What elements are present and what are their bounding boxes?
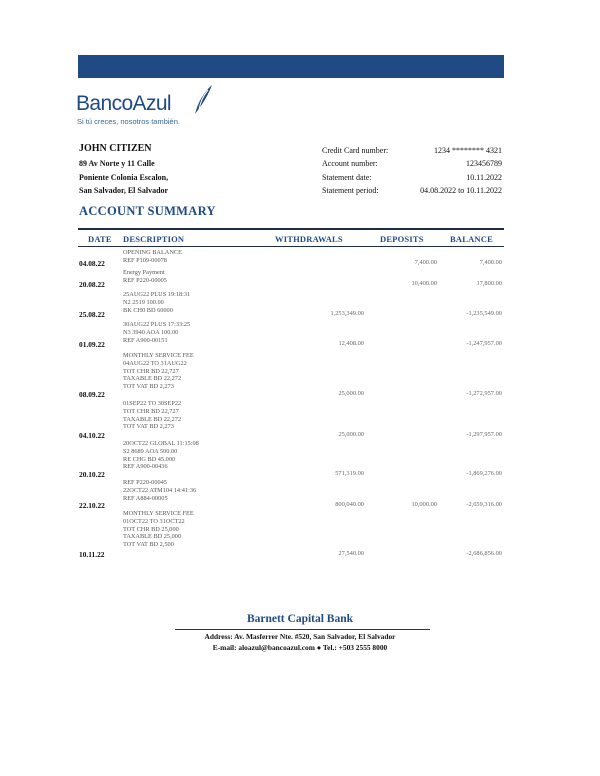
row-date: 20.10.22 [79,470,105,479]
table-rule-bottom [78,246,504,247]
row-deposit: 10,000.00 [411,501,437,508]
desc-line: BK CH0 BD 60000 [123,306,173,314]
footer-contact: E-mail: aloazul@bancoazul.com ● Tel.: +503 2555 8000 [212,643,388,652]
row-balance: -1,272,957.00 [466,390,502,397]
desc-line: REF P109-00078 [123,256,167,264]
row-withdrawal: 571,319.00 [335,470,364,477]
row-deposit: 7,400.00 [414,259,437,266]
row-description [123,510,194,549]
desc-line: 04AUG22 TO 31AUG22 [123,359,187,367]
desc-line: TAXABLE BD 22,272 [123,415,182,423]
desc-line: TOT CHR BD 22,727 [123,367,179,375]
row-description [123,321,190,344]
leaf-icon [192,84,214,116]
info-row-account [322,157,502,170]
row-description [123,249,182,265]
info-value: 10.11.2022 [466,172,502,182]
desc-line: MONTHLY SERVICE FEE [123,352,194,359]
header-bar [78,55,504,78]
customer-address-line: 89 Av Norte y 11 Calle [79,159,155,168]
row-deposit: 10,400.00 [411,280,437,287]
col-header-date: DATE [88,234,112,244]
row-withdrawal: 25,000.00 [338,390,364,397]
desc-line: S2 8689 AOA 500.00 [123,447,178,455]
col-header-deposits: DEPOSITS [380,234,424,244]
row-description [123,400,181,431]
row-balance: 17,800.00 [476,280,502,287]
row-withdrawal: 12,408.00 [338,340,364,347]
row-description [123,291,190,314]
row-balance: -1,869,276.00 [466,470,502,477]
customer-block [79,143,168,198]
row-date: 10.11.22 [79,550,105,559]
desc-line: 20OCT22 GLOBAL 11:15:08 [123,440,199,447]
row-balance: -2,686,856.00 [466,550,502,557]
desc-line: OPENING BALANCE [123,249,182,256]
row-balance: -1,297,957.00 [466,431,502,438]
desc-line: TOT VAT BD 2,273 [123,383,174,391]
row-withdrawal: 25,000.00 [338,431,364,438]
desc-line: TOT CHR BD 22,727 [123,407,179,415]
info-value: 04.08.2022 to 10.11.2022 [420,185,502,195]
desc-line: 30AUG22 PLUS 17:33:25 [123,321,191,328]
customer-address-line: Poniente Colonia Escalon, [79,172,169,182]
desc-line: TOT VAT BD 2,273 [123,423,174,431]
logo-tagline: Si tú creces, nosotros también. [77,117,180,126]
customer-address-line: San Salvador, El Salvador [79,186,169,195]
row-date: 01.09.22 [79,340,105,349]
desc-line: TOT VAT BD 2,500 [123,541,174,549]
desc-line: 01SEP22 TO 30SEP22 [123,400,182,407]
desc-line: REF P220-00005 [123,276,167,284]
desc-line: 25AUG22 PLUS 19:18:31 [123,291,191,298]
logo-wordmark: BancoAzul [76,92,171,115]
footer-bank-name: Barnett Capital Bank [246,613,354,625]
row-description [123,269,167,285]
row-balance: 7,400.00 [479,259,502,266]
desc-line: MONTHLY SERVICE FEE [123,510,194,517]
row-description [123,352,194,391]
row-description [123,440,199,471]
row-date: 04.08.22 [79,259,105,268]
footer-address: Address: Av. Masferrer Nte. #520, San Salvador, El Salvador [204,632,396,641]
desc-line: RE CHG BD 45.000 [123,455,176,463]
row-balance: -2,659,316.00 [466,501,502,508]
desc-line: Energy Payment [123,269,165,276]
row-withdrawal: 1,253,349.00 [330,310,364,317]
footer-divider [175,629,430,630]
col-header-withdrawals: WITHDRAWALS [275,234,343,244]
info-label: Credit Card number: [322,146,389,155]
row-date: 20.08.22 [79,280,105,289]
info-row-date [322,171,502,184]
info-value: 123456789 [466,159,502,169]
table-rule-top [78,228,504,230]
info-row-card [322,144,502,157]
info-label: Statement period: [322,185,379,195]
row-withdrawal: 800,040.00 [335,501,364,508]
info-label: Account number: [322,159,378,169]
statement-info [322,144,502,197]
customer-name: JOHN CITIZEN [79,143,152,154]
bank-logo [76,84,236,130]
desc-line: TAXABLE BD 25,000 [123,533,182,541]
section-title: ACCOUNT SUMMARY [79,204,216,218]
row-date: 22.10.22 [79,501,105,510]
desc-line: REF A900-00436 [123,463,168,471]
row-withdrawal: 27,540.00 [338,550,364,557]
row-balance: -1,247,957.00 [466,340,502,347]
row-description [123,479,196,502]
row-date: 04.10.22 [79,431,105,440]
desc-line: N3 3940 AOA 100.00 [123,328,179,336]
desc-line: TOT CHR BD 25,000 [123,525,179,533]
desc-line: TAXABLE BD 22,272 [123,375,182,383]
desc-line: 22OCT22 ATM104 14:41:36 [123,486,197,494]
row-date: 25.08.22 [79,310,105,319]
info-label: Statement date: [322,172,372,182]
desc-line: N2 2519 100.00 [123,298,164,306]
info-value: 1234 ******** 4321 [434,146,502,155]
desc-line: REF A900-00151 [123,336,168,344]
row-date: 08.09.22 [79,390,105,399]
desc-line: 01OCT22 TO 31OCT22 [123,517,185,525]
info-row-period [322,184,502,197]
col-header-balance: BALANCE [450,234,493,244]
col-header-description: DESCRIPTION [123,234,185,244]
desc-line: REF P220-00045 [123,479,167,486]
row-balance: -1,235,549.00 [466,310,502,317]
desc-line: REF A884-00005 [123,494,168,502]
